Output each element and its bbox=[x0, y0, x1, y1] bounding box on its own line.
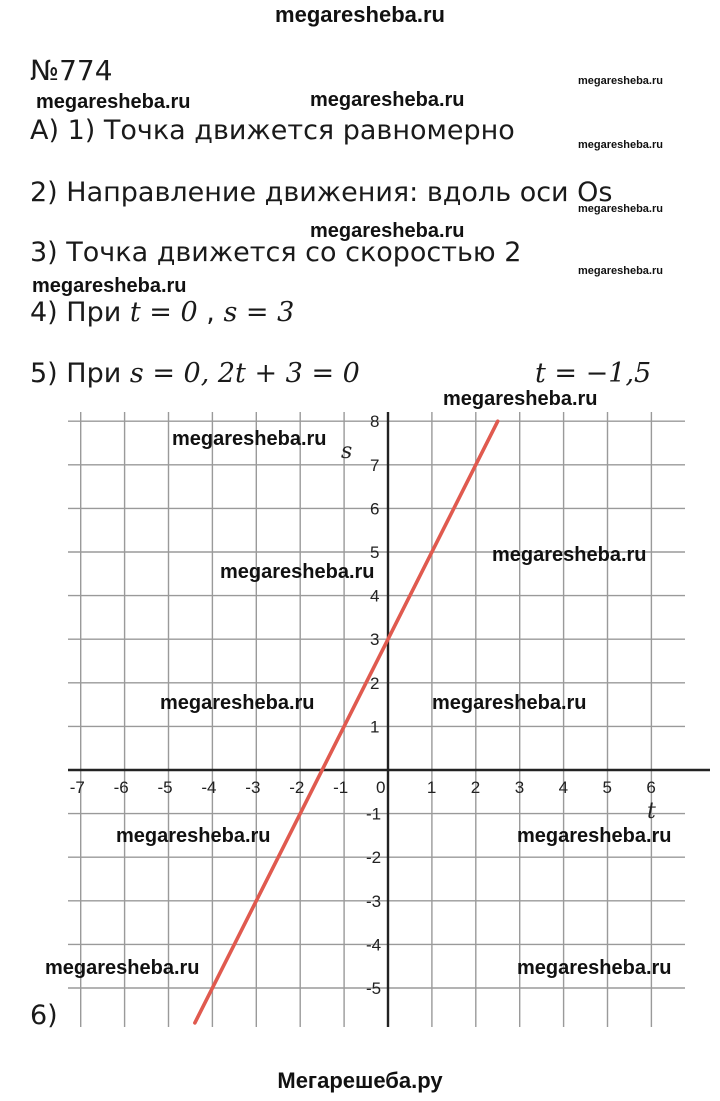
watermark: megaresheba.ru bbox=[172, 428, 327, 450]
watermark: megaresheba.ru bbox=[517, 825, 672, 847]
answer-line-5-equation: s = 0, 2t + 3 = 0 bbox=[129, 358, 360, 389]
x-tick-label: -5 bbox=[157, 778, 173, 797]
y-tick-label: 4 bbox=[370, 586, 380, 606]
watermark: megaresheba.ru bbox=[36, 91, 191, 113]
watermark: megaresheba.ru bbox=[492, 544, 647, 566]
watermark: megaresheba.ru bbox=[517, 957, 672, 979]
answer-line-2: 2) Направление движения: вдоль оси Os bbox=[30, 177, 613, 208]
watermark: megaresheba.ru bbox=[32, 275, 187, 297]
watermark: megaresheba.ru bbox=[443, 388, 598, 410]
answer-line-4-separator: , bbox=[197, 297, 224, 328]
axes bbox=[68, 412, 710, 1027]
y-tick-label: 5 bbox=[370, 543, 380, 562]
y-tick-label: -2 bbox=[366, 848, 382, 868]
y-tick-label: 8 bbox=[370, 412, 380, 432]
x-tick-label: -4 bbox=[201, 778, 217, 797]
y-tick-label: 3 bbox=[370, 630, 380, 650]
x-tick-label: -7 bbox=[69, 778, 85, 797]
answer-line-6: 6) bbox=[30, 1000, 58, 1031]
x-tick-label: 5 bbox=[602, 778, 612, 797]
y-tick-label: -4 bbox=[366, 935, 382, 955]
answer-line-4-eq-t: t = 0 bbox=[129, 297, 198, 328]
y-tick-label: -3 bbox=[366, 891, 382, 911]
watermark: megaresheba.ru bbox=[220, 561, 375, 583]
watermark: megaresheba.ru bbox=[578, 75, 663, 87]
answer-line-4-prefix: 4) При bbox=[30, 297, 130, 328]
answer-line-3: 3) Точка движется со скоростью 2 bbox=[30, 237, 522, 268]
x-tick-label: -1 bbox=[333, 778, 349, 797]
answer-line-5-prefix: 5) При bbox=[30, 358, 130, 389]
footer-brand: Мегарешеба.ру bbox=[277, 1068, 443, 1093]
x-tick-label: -3 bbox=[245, 778, 261, 797]
y-tick-label: 7 bbox=[370, 455, 380, 475]
y-tick-label: 2 bbox=[370, 673, 380, 693]
problem-number: №774 bbox=[30, 54, 113, 87]
watermark: megaresheba.ru bbox=[432, 692, 587, 714]
x-tick-label: -2 bbox=[289, 778, 305, 797]
answer-line-1: А) 1) Точка движется равномерно bbox=[30, 115, 515, 146]
y-tick-label: -1 bbox=[366, 804, 382, 824]
watermark: megaresheba.ru bbox=[310, 89, 465, 111]
y-tick-label: 6 bbox=[370, 499, 380, 519]
x-tick-label: -6 bbox=[113, 778, 129, 797]
x-axis-label: t bbox=[647, 799, 656, 824]
y-axis-label: s bbox=[341, 439, 353, 464]
answer-line-4-eq-s: s = 3 bbox=[223, 297, 295, 328]
watermark: megaresheba.ru bbox=[578, 265, 663, 277]
x-tick-label: 3 bbox=[514, 778, 525, 797]
watermark-header: megaresheba.ru bbox=[275, 2, 445, 27]
watermark: megaresheba.ru bbox=[578, 139, 663, 151]
watermark: megaresheba.ru bbox=[45, 957, 200, 979]
y-tick-label: -5 bbox=[366, 979, 382, 998]
watermark: megaresheba.ru bbox=[160, 692, 315, 714]
series bbox=[195, 421, 498, 1023]
x-tick-label: 2 bbox=[470, 778, 481, 797]
answer-line-5-result: t = −1,5 bbox=[535, 358, 652, 389]
watermark: megaresheba.ru bbox=[116, 825, 271, 847]
watermark: megaresheba.ru bbox=[310, 220, 465, 242]
x-tick-label: 6 bbox=[646, 778, 656, 797]
y-tick-label: 1 bbox=[370, 717, 380, 737]
series-line bbox=[195, 421, 498, 1023]
x-tick-label: 4 bbox=[558, 778, 569, 797]
x-tick-label: 0 bbox=[376, 778, 386, 797]
watermark: megaresheba.ru bbox=[578, 203, 663, 215]
x-tick-label: 1 bbox=[426, 778, 437, 797]
